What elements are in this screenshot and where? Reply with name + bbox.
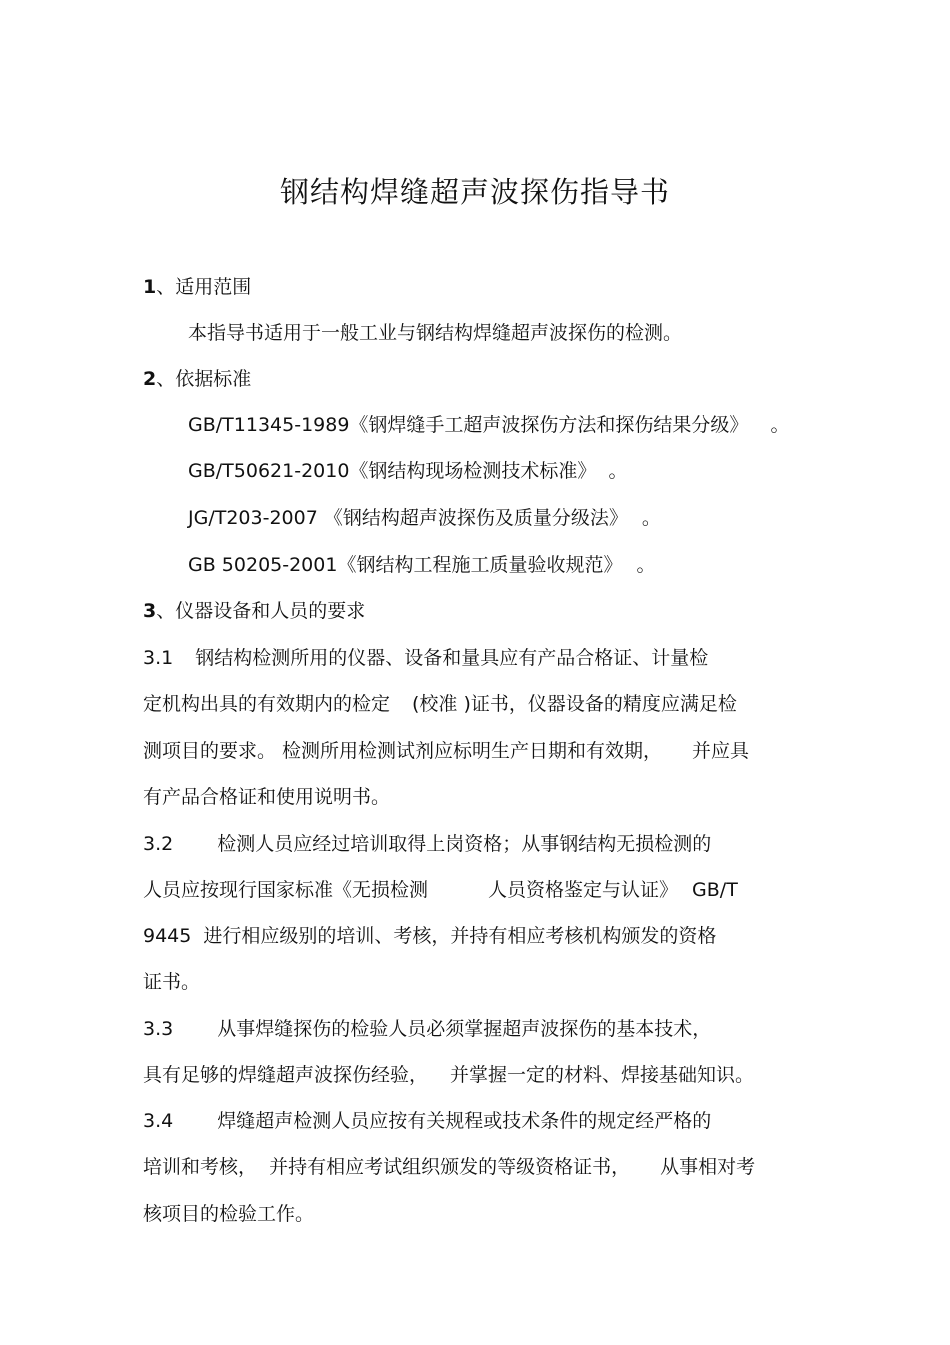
standard-end: 。 bbox=[641, 507, 661, 529]
section-2-number: 2 bbox=[143, 368, 157, 390]
standard-item bbox=[188, 506, 661, 530]
section-3-heading bbox=[143, 599, 365, 623]
standard-code: GB/T11345-1989 bbox=[188, 414, 350, 436]
standard-code: GB/T50621-2010 bbox=[188, 460, 350, 482]
paragraph-text: 人员资格鉴定与认证》 bbox=[488, 879, 679, 901]
section-2-title: 、依据标准 bbox=[156, 368, 252, 390]
paragraph-number: 3.3 bbox=[143, 1018, 174, 1040]
standard-name: 《钢结构现场检测技术标准》 bbox=[349, 460, 597, 482]
paragraph-text: 钢结构检测所用的仪器、设备和量具应有产品合格证、计量检 bbox=[195, 647, 709, 669]
document-title: 钢结构焊缝超声波探伤指导书 bbox=[279, 175, 670, 209]
paragraph-text: (校准 )证书，仪器设备的精度应满足检 bbox=[412, 693, 737, 715]
section-3-number: 3 bbox=[143, 600, 157, 622]
standard-end: 。 bbox=[636, 554, 656, 576]
paragraph-text: 培训和考核， 并持有相应考试组织颁发的等级资格证书， bbox=[143, 1156, 631, 1178]
paragraph-number: 3.1 bbox=[143, 647, 174, 669]
paragraph-number: 3.2 bbox=[143, 833, 174, 855]
paragraph-text: 人员应按现行国家标准《无损检测 bbox=[143, 879, 429, 901]
standard-name: 《钢结构超声波探伤及质量分级法》 bbox=[323, 507, 628, 529]
paragraph-3-1-line-3 bbox=[143, 739, 749, 763]
paragraph-3-2-line-2 bbox=[143, 878, 738, 902]
section-1-heading bbox=[143, 275, 251, 299]
paragraph-text: 焊缝超声检测人员应按有关规程或技术条件的规定经严格的 bbox=[217, 1110, 712, 1132]
section-3-title: 、仪器设备和人员的要求 bbox=[156, 600, 366, 622]
paragraph-3-4-line-3: 核项目的检验工作。 bbox=[143, 1203, 315, 1225]
paragraph-3-4-line-2 bbox=[143, 1155, 755, 1179]
standard-name: 《钢结构工程施工质量验收规范》 bbox=[337, 554, 623, 576]
standard-name: 《钢焊缝手工超声波探伤方法和探伤结果分级》 bbox=[349, 414, 749, 436]
paragraph-number: 3.4 bbox=[143, 1110, 174, 1132]
standard-item bbox=[188, 553, 655, 577]
section-1-number: 1 bbox=[143, 276, 157, 298]
paragraph-text: 检测人员应经过培训取得上岗资格；从事钢结构无损检测的 bbox=[217, 833, 712, 855]
paragraph-text: 并掌握一定的材料、焊接基础知识。 bbox=[450, 1064, 755, 1086]
paragraph-text: GB/T bbox=[692, 879, 738, 901]
paragraph-3-1-line-1 bbox=[143, 646, 708, 670]
paragraph-3-1-line-4: 有产品合格证和使用说明书。 bbox=[143, 786, 391, 808]
standard-end: 。 bbox=[608, 460, 628, 482]
standard-code: JG/T203-2007 bbox=[188, 507, 324, 529]
paragraph-text: 从事相对考 bbox=[660, 1156, 756, 1178]
paragraph-text: 定机构出具的有效期内的检定 bbox=[143, 693, 391, 715]
paragraph-text: 从事焊缝探伤的检验人员必须掌握超声波探伤的基本技术， bbox=[217, 1018, 712, 1040]
paragraph-3-4-line-1 bbox=[143, 1109, 711, 1133]
paragraph-3-2-line-3: 9445 进行相应级别的培训、考核，并持有相应考核机构颁发的资格 bbox=[143, 925, 717, 947]
paragraph-text: 具有足够的焊缝超声波探伤经验， bbox=[143, 1064, 429, 1086]
section-1-text: 本指导书适用于一般工业与钢结构焊缝超声波探伤的检测。 bbox=[188, 322, 683, 344]
section-1-title: 、适用范围 bbox=[156, 276, 252, 298]
section-2-heading bbox=[143, 367, 251, 391]
standard-item bbox=[188, 459, 627, 483]
paragraph-text: 并应具 bbox=[692, 740, 750, 762]
paragraph-3-2-line-1 bbox=[143, 832, 711, 856]
standard-item bbox=[188, 413, 789, 437]
paragraph-text: 测项目的要求。 检测所用检测试剂应标明生产日期和有效期， bbox=[143, 740, 663, 762]
standard-code: GB 50205-2001 bbox=[188, 554, 338, 576]
paragraph-3-3-line-1 bbox=[143, 1017, 711, 1041]
paragraph-3-3-line-2 bbox=[143, 1063, 754, 1087]
standard-end: 。 bbox=[770, 414, 790, 436]
paragraph-3-2-line-4: 证书。 bbox=[143, 971, 201, 993]
paragraph-3-1-line-2 bbox=[143, 692, 737, 716]
